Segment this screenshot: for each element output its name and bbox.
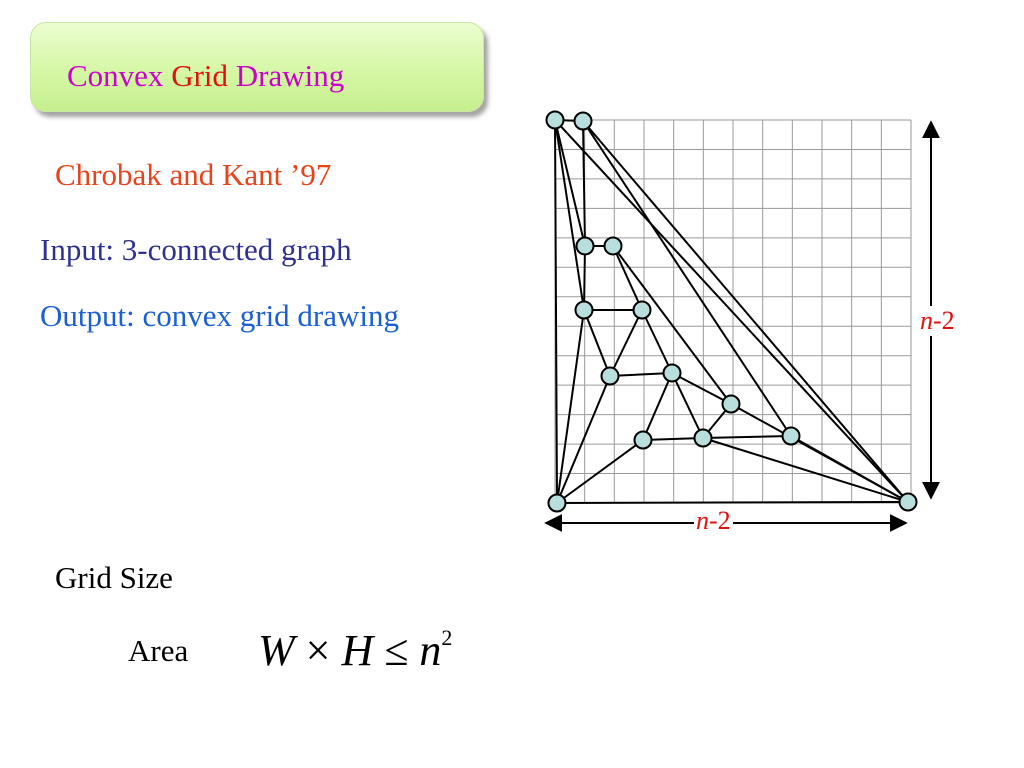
graph-vertex — [723, 396, 740, 413]
graph-edge — [672, 373, 703, 438]
graph-edge — [703, 436, 791, 438]
graph-edge — [672, 373, 731, 404]
graph-vertex — [577, 238, 594, 255]
graph-vertex — [576, 302, 593, 319]
title-word-convex: Convex — [67, 58, 172, 93]
graph-vertex — [664, 365, 681, 382]
graph-edge — [557, 310, 584, 503]
graph-edge — [557, 502, 908, 503]
title-word-grid: Grid — [171, 58, 229, 93]
graph-edge — [643, 373, 672, 440]
height-dimension-label — [918, 306, 957, 336]
formula-height-var: H — [341, 626, 374, 675]
graph-edge — [555, 120, 585, 246]
height-label-var: n — [920, 306, 933, 335]
graph-vertex — [900, 494, 917, 511]
height-label-rest: -2 — [933, 306, 955, 335]
graph-vertex — [547, 112, 564, 129]
formula-times: × — [305, 626, 331, 675]
output-description: Output: convex grid drawing — [40, 298, 400, 333]
area-label: Area — [128, 633, 189, 668]
title-word-drawing: Drawing — [228, 58, 345, 93]
graph-vertex — [783, 428, 800, 445]
width-label-rest: -2 — [709, 506, 731, 535]
graph-vertex — [695, 430, 712, 447]
graph-edges — [555, 120, 908, 503]
graph-edge — [584, 246, 585, 310]
graph-vertex — [549, 495, 566, 512]
graph-edge — [555, 120, 584, 310]
grid-size-heading: Grid Size — [55, 560, 173, 595]
formula-exponent: 2 — [441, 625, 453, 651]
width-dimension-label — [694, 506, 733, 536]
graph-edge — [584, 310, 610, 376]
graph-vertex — [575, 113, 592, 130]
formula-n-var: n — [419, 626, 442, 675]
graph-vertex — [605, 238, 622, 255]
formula-width-var: W — [258, 626, 295, 675]
graph-edge — [583, 121, 908, 502]
graph-vertex — [634, 302, 651, 319]
graph-vertex — [602, 368, 619, 385]
width-label-var: n — [696, 506, 709, 535]
input-description: Input: 3-connected graph — [40, 232, 352, 267]
citation-text: Chrobak and Kant ’97 — [55, 157, 332, 192]
formula-leq: ≤ — [384, 626, 409, 675]
graph-vertex — [635, 432, 652, 449]
